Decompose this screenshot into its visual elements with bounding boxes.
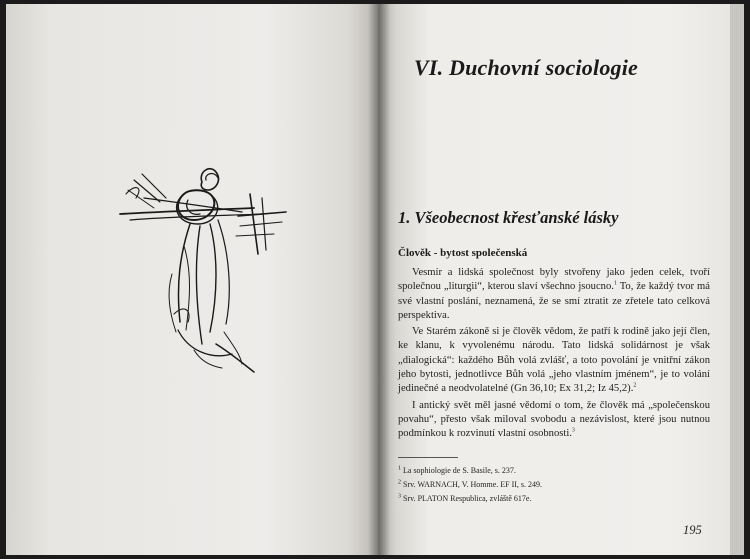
footnote-divider [398,457,458,458]
footnote-ref: 2 [633,382,637,389]
left-page [6,4,378,555]
book-gutter [368,4,390,555]
section-title: 1. Všeobecnost křesťanské lásky [398,208,619,227]
footnote: $^3$ Srv. PLATON Respublica, zvláště 617e. [398,493,532,503]
footnote: $^1$ La sophiologie de S. Basile, s. 237. [398,465,516,475]
footnote-ref: 3 [571,427,575,434]
footnote: $^2$ Srv. WARNACH, V. Homme. EF II, s. 249. [398,479,543,489]
footnote-ref: 1 [613,280,617,287]
paragraph: Ve Starém zákoně si je člověk vědom, že patří k rodině jako její člen, ke klanu, k vyvolenému národu. Tato lidská solidárnost je však „dialogická“: každého Bůh volá zvlášť, a toto povolání je vnitřní zákon jeho bytosti, jednotlivce Bůh volá „jeho vlastním jménem“, je to volání jedinečné a neodvolatelné (Gn 36,10; Ex 31,2; Iz 45,2).$^2$ [398,326,710,395]
paragraph: I antický svět měl jasné vědomí o tom, že člověk má „společenskou povahu“, přesto však miloval svobodu a nezávislost, které jsou nutnou podmínkou k rozvinutí vlastní osobnosti.$^3$ [398,399,710,440]
page-edges [730,4,744,555]
body-text [398,266,710,444]
footnotes [398,464,710,506]
paragraph: Vesmír a lidská společnost byly stvořeny jako jeden celek, tvoří společnou „liturgii“, kterou slaví všechno jsoucno.$^1$ To, že každý tvor má své vlastní poslání, neznamená, že se smí ztratit ze zřetele tato celková perspektiva. [398,267,710,321]
ink-sketch-figure-with-cross-icon [114,154,292,374]
page-number: 195 [683,523,702,537]
chapter-title: VI. Duchovní sociologie [414,55,638,80]
subsection-title: Člověk - bytost společenská [398,247,528,259]
